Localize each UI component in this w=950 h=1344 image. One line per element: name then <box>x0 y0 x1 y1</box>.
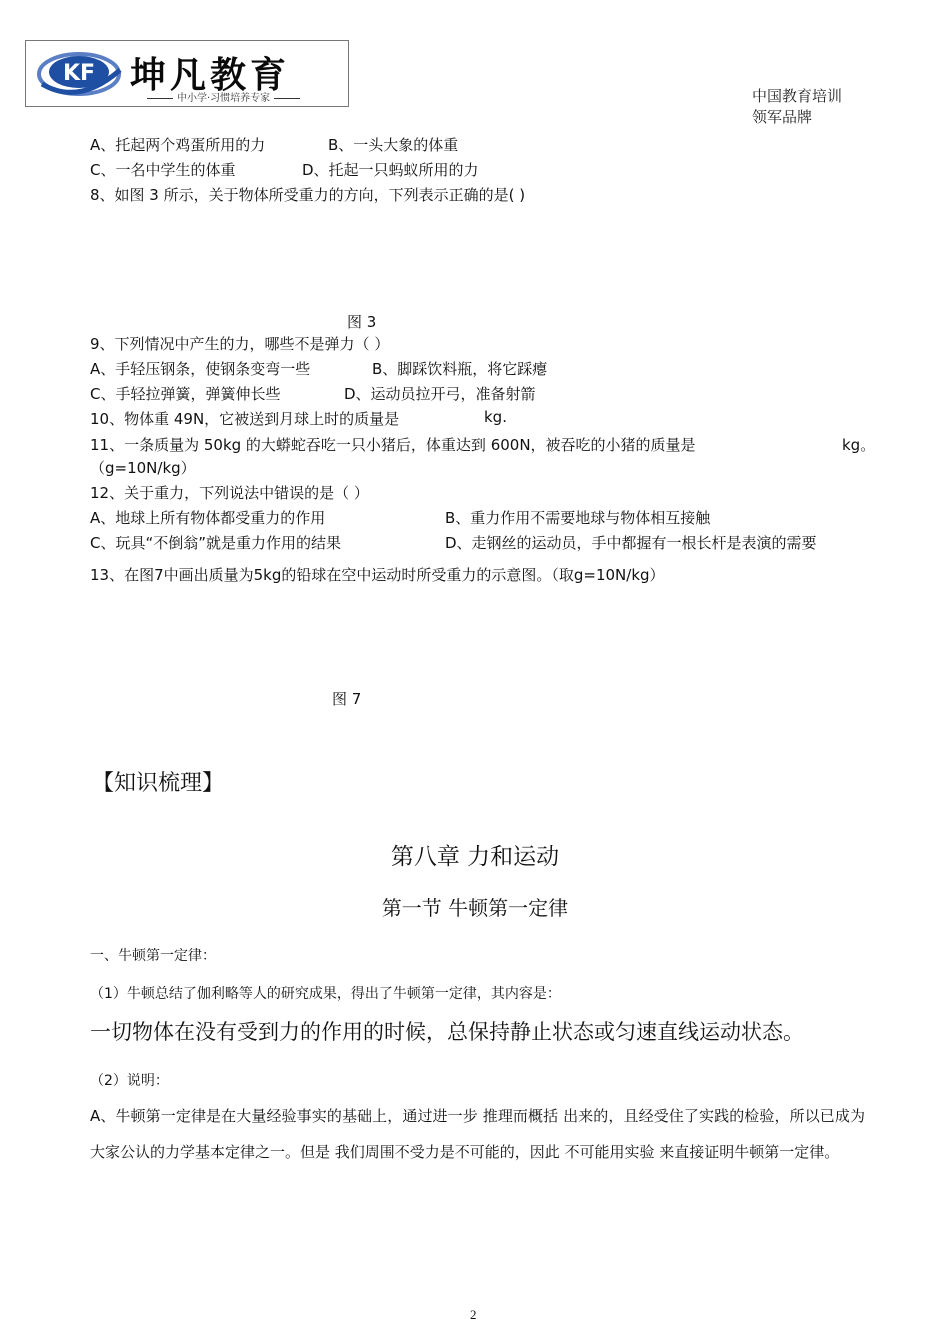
q9-option-b: B、脚踩饮料瓶，将它踩瘪 <box>372 360 548 378</box>
q12-option-b: B、重力作用不需要地球与物体相互接触 <box>445 509 711 527</box>
q10-unit: kg. <box>484 408 507 426</box>
q10-text: 10、物体重 49N，它被送到月球上时的质量是 <box>90 410 400 428</box>
q11-unit: kg。 <box>842 436 876 454</box>
q8-text: 8、如图 3 所示，关于物体所受重力的方向，下列表示正确的是( ) <box>90 186 526 204</box>
q7-option-c: C、一名中学生的体重 <box>90 161 236 179</box>
q9-option-a: A、手轻压钢条，使钢条变弯一些 <box>90 360 311 378</box>
q7-option-a: A、托起两个鸡蛋所用的力 <box>90 136 266 154</box>
logo-slogan: 中小学·习惯培养专家 <box>143 89 304 104</box>
law-statement: 一切物体在没有受到力的作用的时候，总保持静止状态或匀速直线运动状态。 <box>90 1020 804 1044</box>
q9-text: 9、下列情况中产生的力，哪些不是弹力（ ） <box>90 335 390 353</box>
q12-option-a: A、地球上所有物体都受重力的作用 <box>90 509 326 527</box>
logo-initials: KF <box>62 61 96 86</box>
item1-sub1: （1）牛顿总结了伽利略等人的研究成果，得出了牛顿第一定律，其内容是： <box>90 986 561 1002</box>
q12-option-c: C、玩具“不倒翁”就是重力作用的结果 <box>90 534 342 552</box>
brand-line-2: 领军品牌 <box>752 108 813 126</box>
brand-line-1: 中国教育培训 <box>752 87 843 105</box>
item1-heading: 一、牛顿第一定律： <box>90 948 216 964</box>
kf-logo-icon <box>34 44 124 102</box>
section-title: 【知识梳理】 <box>92 771 225 796</box>
logo-name: 坤凡教育 <box>130 55 291 96</box>
page-number: 2 <box>470 1307 477 1322</box>
q9-option-c: C、手轻拉弹簧，弹簧伸长些 <box>90 385 281 403</box>
logo <box>25 40 349 107</box>
item1-sub2: （2）说明： <box>90 1073 169 1089</box>
explanation-paragraph: A、牛顿第一定律是在大量经验事实的基础上，通过进一步 推理而概括 出来的，且经受住了实践的检验，所以已成为大家公认的力学基本定律之一。但是 我们周围不受力是不可能的，因此 不可能用实验 来直接证明牛顿第一定律。 <box>90 1107 865 1161</box>
q9-option-d: D、运动员拉开弓，准备射箭 <box>344 385 536 403</box>
q11-text: 11、一条质量为 50kg 的大蟒蛇吞吃一只小猪后，体重达到 600N，被吞吃的小猪的质量是 <box>90 436 696 454</box>
q11-note: （g=10N/kg） <box>90 459 196 477</box>
figure-3-caption: 图 3 <box>347 313 377 331</box>
figure-7-caption: 图 7 <box>332 690 362 708</box>
q13-text: 13、在图7中画出质量为5kg的铅球在空中运动时所受重力的示意图。（取g=10N/kg） <box>90 566 665 584</box>
q7-option-b: B、一头大象的体重 <box>328 136 459 154</box>
chapter-title: 第八章 力和运动 <box>390 844 560 870</box>
subsection-title: 第一节 牛顿第一定律 <box>381 896 569 920</box>
q12-option-d: D、走钢丝的运动员，手中都握有一根长杆是表演的需要 <box>445 534 817 552</box>
q12-text: 12、关于重力，下列说法中错误的是（ ） <box>90 484 369 502</box>
q7-option-d: D、托起一只蚂蚁所用的力 <box>302 161 479 179</box>
